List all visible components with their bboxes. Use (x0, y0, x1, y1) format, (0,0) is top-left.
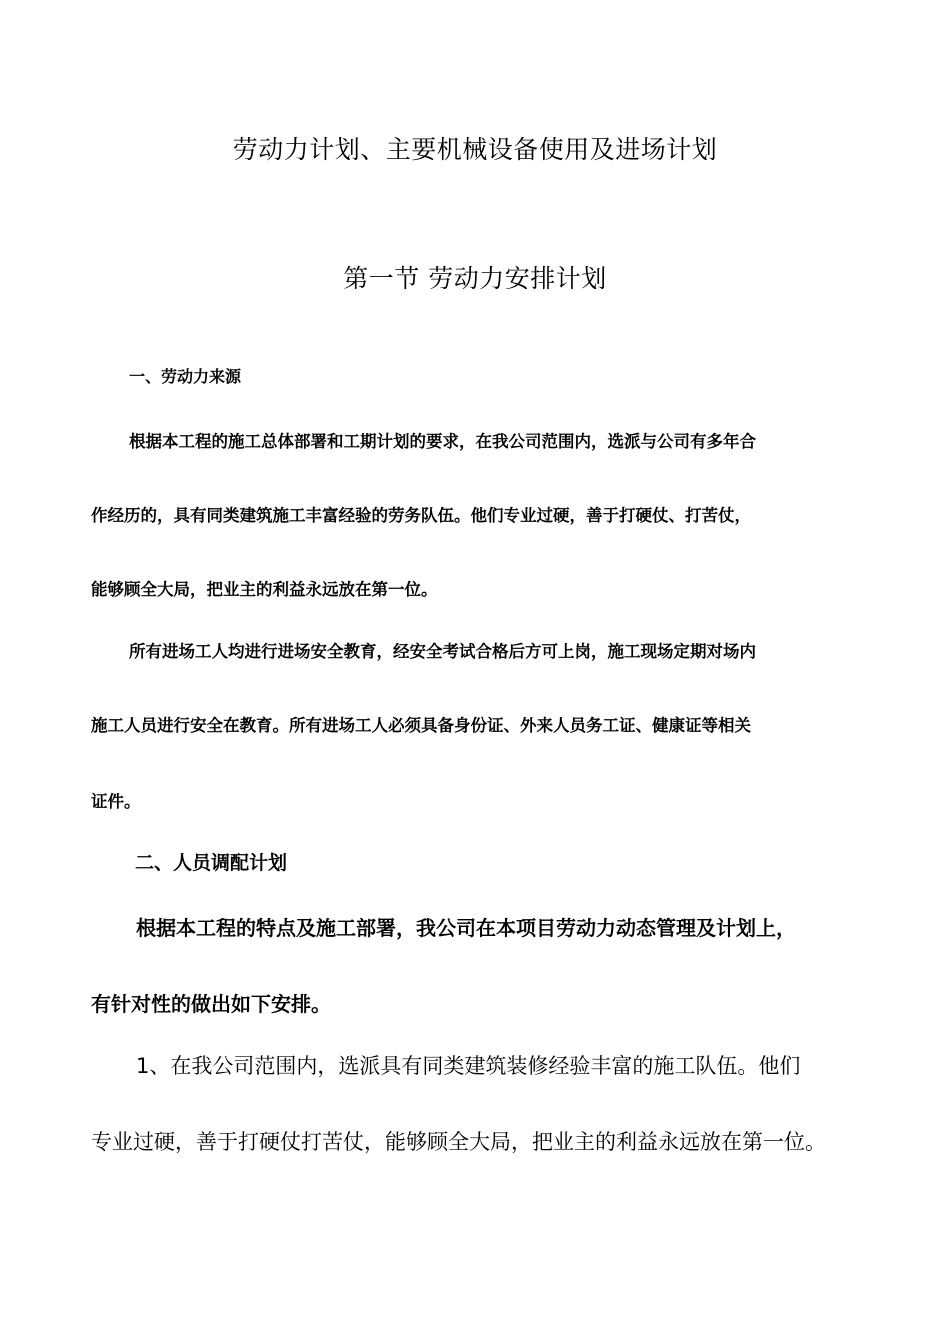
section-title: 第一节 劳动力安排计划 (343, 264, 607, 293)
paragraph-line: 根据本工程的施工总体部署和工期计划的要求，在我公司范围内，选派与公司有多年合 (129, 432, 756, 451)
paragraph-line: 1、在我公司范围内，选派具有同类建筑装修经验丰富的施工队伍。他们 (136, 1054, 801, 1078)
paragraph-line: 证件。 (91, 792, 141, 811)
paragraph-line: 施工人员进行安全在教育。所有进场工人必须具备身份证、外来人员务工证、健康证等相关 (91, 716, 751, 735)
document-title: 劳动力计划、主要机械设备使用及进场计划 (232, 135, 718, 164)
paragraph-line: 专业过硬，善于打硬仗打苦仗，能够顾全大局，把业主的利益永远放在第一位。 (91, 1130, 826, 1154)
paragraph-line: 所有进场工人均进行进场安全教育，经安全考试合格后方可上岗，施工现场定期对场内 (129, 642, 756, 661)
paragraph-line: 根据本工程的特点及施工部署，我公司在本项目劳动力动态管理及计划上， (136, 916, 796, 940)
paragraph-line: 能够顾全大局，把业主的利益永远放在第一位。 (91, 580, 438, 599)
heading-staff-allocation: 二、人员调配计划 (135, 852, 288, 874)
heading-labor-source: 一、劳动力来源 (129, 367, 242, 386)
paragraph-line: 作经历的，具有同类建筑施工丰富经验的劳务队伍。他们专业过硬，善于打硬仗、打苦仗， (91, 506, 751, 525)
paragraph-line: 有针对性的做出如下安排。 (91, 992, 331, 1016)
